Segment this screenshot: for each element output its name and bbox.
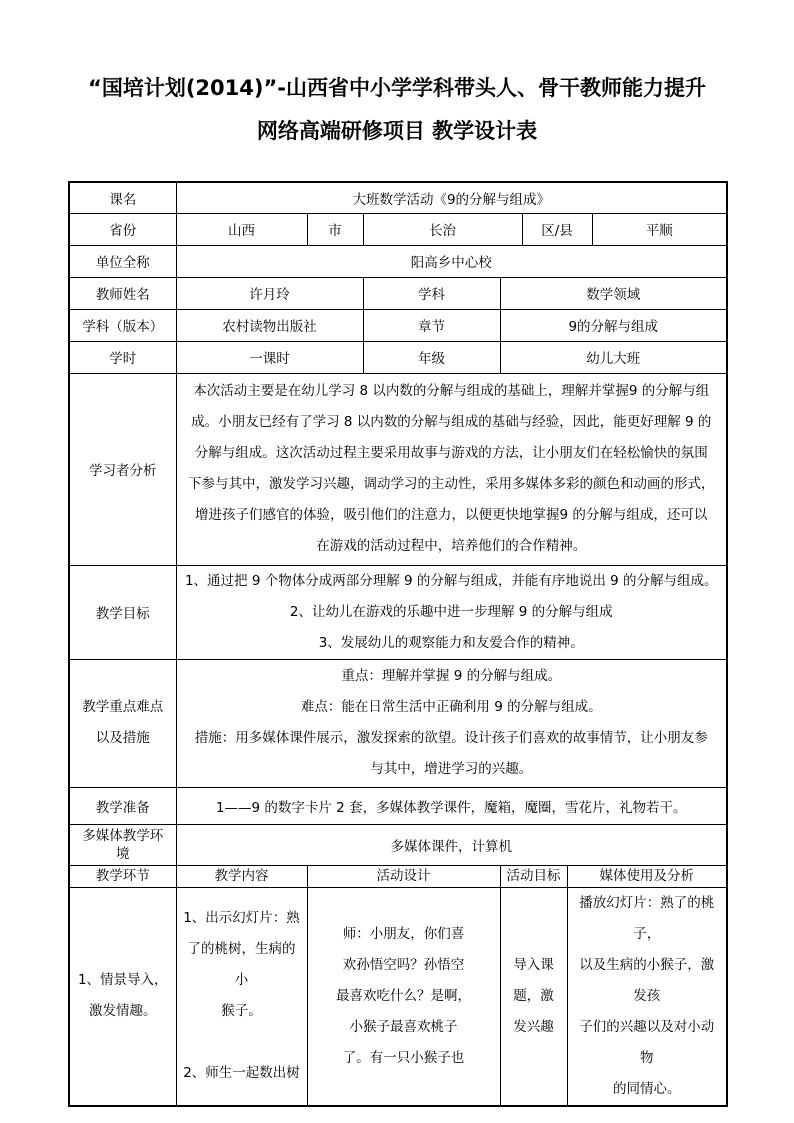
lesson-design-table bbox=[68, 181, 728, 1107]
keypoints-label-line: 教学重点难点 bbox=[82, 699, 164, 715]
col-header-stage: 教学环节 bbox=[69, 865, 176, 887]
step1-media-line: 以及生病的小猴子，激发孩 bbox=[579, 956, 715, 1004]
learner-line: 成。小朋友已经有了学习 8 以内数的分解与组成的基础与经验，因此，能更好理解 9 的 bbox=[191, 414, 712, 430]
subject-value: 数学领域 bbox=[500, 277, 727, 309]
city-label: 市 bbox=[307, 213, 363, 245]
learner-line: 增进孩子们感官的体验，吸引他们的注意力，以便更快地掌握9 的分解与组成，还可以 bbox=[195, 507, 708, 523]
row-teacher bbox=[69, 277, 727, 309]
env-label-line: 多媒体教学环 bbox=[82, 827, 164, 844]
step1-content-line: 2、师生一起数出树 bbox=[183, 1065, 300, 1081]
learner-line: 下参与其中，激发学习兴趣，调动学习的主动性，采用多媒体多彩的颜色和动画的形式， bbox=[188, 476, 715, 492]
row-env bbox=[69, 824, 727, 865]
keypoint-line: 重点：理解并掌握 9 的分解与组成。 bbox=[341, 668, 562, 684]
step1-content-line bbox=[183, 1027, 301, 1058]
step1-goal bbox=[500, 887, 567, 1106]
col-header-goal: 活动目标 bbox=[500, 865, 567, 887]
row-step-headers bbox=[69, 865, 727, 887]
learner-line: 分解与组成。这次活动过程主要采用故事与游戏的方法，让小朋友们在轻松愉快的氛围 bbox=[194, 445, 708, 461]
learner-line: 本次活动主要是在幼儿学习 8 以内数的分解与组成的基础上，理解并掌握9 的分解与组 bbox=[193, 383, 710, 399]
edition-value: 农村读物出版社 bbox=[176, 309, 363, 341]
row-step-1 bbox=[69, 887, 727, 1106]
row-unit bbox=[69, 245, 727, 277]
step1-media-line: 的同情心。 bbox=[613, 1080, 681, 1097]
row-learner-analysis bbox=[69, 373, 727, 565]
step1-media bbox=[567, 887, 727, 1106]
prep-label: 教学准备 bbox=[69, 787, 176, 824]
step1-media-line: 子们的兴趣以及对小动物 bbox=[579, 1018, 715, 1066]
goals-label: 教学目标 bbox=[69, 565, 176, 659]
row-course bbox=[69, 182, 727, 213]
row-location bbox=[69, 213, 727, 245]
province-label: 省份 bbox=[69, 213, 176, 245]
keypoints-text bbox=[176, 659, 727, 787]
goal-line: 2、让幼儿在游戏的乐趣中进一步理解 9 的分解与组成 bbox=[289, 603, 613, 620]
step1-design bbox=[307, 887, 500, 1106]
col-header-design: 活动设计 bbox=[307, 865, 500, 887]
edition-label: 学科（版本） bbox=[69, 309, 176, 341]
step1-content-line: 了的桃树，生病的小 bbox=[187, 941, 296, 988]
keypoint-line: 难点：能在日常生活中正确利用 9 的分解与组成。 bbox=[300, 699, 602, 715]
province-value: 山西 bbox=[176, 213, 307, 245]
prep-value: 1——9 的数字卡片 2 套，多媒体教学课件，魔箱，魔圈，雪花片，礼物若干。 bbox=[176, 787, 727, 824]
keypoints-label-line: 以及措施 bbox=[95, 730, 150, 746]
goal-line: 3、发展幼儿的观察能力和友爱合作的精神。 bbox=[318, 634, 584, 651]
step1-design-line: 最喜欢吃什么？是啊， bbox=[336, 987, 471, 1004]
learner-line: 在游戏的活动过程中，培养他们的合作精神。 bbox=[316, 538, 587, 554]
step1-stage bbox=[69, 887, 176, 1106]
goals-text bbox=[176, 565, 727, 659]
district-value: 平顺 bbox=[592, 213, 727, 245]
row-keypoints bbox=[69, 659, 727, 787]
hours-value: 一课时 bbox=[176, 341, 363, 373]
chapter-label: 章节 bbox=[363, 309, 500, 341]
step1-content-line: 猴子。 bbox=[221, 1003, 262, 1019]
hours-label: 学时 bbox=[69, 341, 176, 373]
doc-title-line2: 网络高端研修项目 教学设计表 bbox=[256, 119, 538, 143]
step1-design-line: 了。有一只小猴子也 bbox=[342, 1049, 465, 1066]
col-header-content: 教学内容 bbox=[176, 865, 307, 887]
unit-value: 阳高乡中心校 bbox=[176, 245, 727, 277]
step1-content-line: 1、出示幻灯片：熟 bbox=[183, 910, 300, 926]
row-prep bbox=[69, 787, 727, 824]
keypoint-line: 措施：用多媒体课件展示，激发探索的欲望。设计孩子们喜欢的故事情节，让小朋友参 bbox=[194, 730, 708, 746]
learner-text bbox=[176, 373, 727, 565]
step1-goal-line: 发兴趣 bbox=[513, 1018, 554, 1035]
step1-design-line: 小猴子最喜欢桃子 bbox=[349, 1018, 458, 1035]
step1-content bbox=[176, 887, 307, 1106]
teacher-value: 许月玲 bbox=[176, 277, 363, 309]
step1-stage-line: 1、情景导入， bbox=[77, 972, 168, 988]
keypoint-line: 与其中，增进学习的兴趣。 bbox=[370, 761, 533, 777]
course-label: 课名 bbox=[69, 182, 176, 213]
course-value: 大班数学活动《9的分解与组成》 bbox=[176, 182, 727, 213]
env-value: 多媒体课件，计算机 bbox=[176, 824, 727, 865]
row-goals bbox=[69, 565, 727, 659]
step1-goal-line: 导入课题，激 bbox=[513, 956, 554, 1004]
goal-line: 1、通过把 9 个物体分成两部分理解 9 的分解与组成，并能有序地说出 9 的分解与组成。 bbox=[184, 572, 718, 589]
doc-title-line1: “国培计划(2014)”-山西省中小学学科带头人、骨干教师能力提升 bbox=[88, 76, 706, 100]
grade-label: 年级 bbox=[363, 341, 500, 373]
col-header-media: 媒体使用及分析 bbox=[567, 865, 727, 887]
step1-stage-line: 激发情趣。 bbox=[89, 1003, 157, 1019]
row-edition bbox=[69, 309, 727, 341]
teacher-label: 教师姓名 bbox=[69, 277, 176, 309]
env-label-line: 境 bbox=[116, 845, 130, 862]
step1-media-line: 播放幻灯片：熟了的桃子， bbox=[579, 894, 715, 942]
env-label bbox=[69, 824, 176, 865]
learner-label: 学习者分析 bbox=[69, 373, 176, 565]
district-label: 区/县 bbox=[522, 213, 592, 245]
chapter-value: 9的分解与组成 bbox=[500, 309, 727, 341]
city-value: 长治 bbox=[363, 213, 522, 245]
step1-design-line: 欢孙悟空吗？孙悟空 bbox=[342, 956, 465, 973]
subject-label: 学科 bbox=[363, 277, 500, 309]
keypoints-label bbox=[69, 659, 176, 787]
row-hours bbox=[69, 341, 727, 373]
step1-design-line: 师：小朋友，你们喜 bbox=[342, 925, 465, 942]
grade-value: 幼儿大班 bbox=[500, 341, 727, 373]
unit-label: 单位全称 bbox=[69, 245, 176, 277]
